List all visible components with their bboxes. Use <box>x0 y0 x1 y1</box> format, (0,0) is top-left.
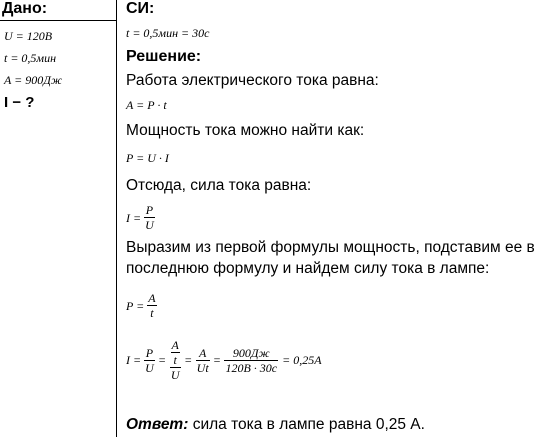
formula-power-work <box>126 291 157 320</box>
answer-text: сила тока в лампе равна 0,25 А. <box>192 416 425 433</box>
text-current-intro: Отсюда, сила тока равна: <box>126 177 312 194</box>
column-divider <box>116 0 117 437</box>
fraction-p-over-u <box>144 203 155 232</box>
formula-current-lhs: I = <box>126 210 142 225</box>
formula-final <box>126 338 322 382</box>
fraction-denominator: Ut <box>196 360 209 375</box>
fraction-denominator: U <box>145 218 154 232</box>
fraction-denominator: 120В · 30с <box>225 360 278 375</box>
si-title: СИ: <box>126 0 155 17</box>
fraction-numeric <box>224 346 278 375</box>
fraction-compound <box>170 338 181 382</box>
answer-label: Ответ: <box>126 416 189 433</box>
fraction-denominator: U <box>145 360 154 375</box>
given-work: A = 900Дж <box>4 73 63 87</box>
given-divider <box>0 20 116 21</box>
fraction-numerator <box>170 338 181 368</box>
fraction-a-over-ut <box>196 346 210 375</box>
fraction-a-over-t <box>147 291 156 320</box>
fraction-a-over-t <box>171 338 180 367</box>
fraction-numerator: 900Дж <box>224 346 278 361</box>
fraction-numerator: P <box>145 203 154 217</box>
formula-result: = 0,25А <box>282 353 322 367</box>
given-title: Дано: <box>2 0 48 17</box>
solution-title: Решение: <box>126 48 202 65</box>
formula-power-lhs: P = <box>126 298 145 313</box>
text-derive-line1: Выразим из первой формулы мощность, подставим ее в <box>126 239 535 256</box>
formula-current <box>126 203 155 232</box>
equals-sign: = <box>184 353 192 367</box>
formula-work: A = P · t <box>126 98 167 112</box>
answer-line <box>126 416 425 434</box>
fraction-numerator: A <box>148 291 156 305</box>
unknown-current: I − ? <box>4 94 35 111</box>
text-derive-line2: последнюю формулу и найдем силу тока в лампе: <box>126 260 490 277</box>
fraction-denominator: t <box>150 306 154 320</box>
fraction-numerator: A <box>196 346 210 361</box>
text-work-intro: Работа электрического тока равна: <box>126 72 379 89</box>
equals-sign: = <box>213 353 221 367</box>
fraction-numerator: A <box>171 338 179 352</box>
formula-final-lhs: I = <box>126 353 142 367</box>
given-column <box>0 0 116 437</box>
fraction-numerator: P <box>145 345 154 360</box>
text-power-intro: Мощность тока можно найти как: <box>126 122 365 139</box>
formula-power: P = U · I <box>126 151 169 165</box>
fraction-denominator: U <box>170 368 180 382</box>
given-time: t = 0,5мин <box>4 51 57 65</box>
equals-sign: = <box>158 353 166 367</box>
si-conversion: t = 0,5мин = 30с <box>126 26 210 40</box>
fraction-denominator: t <box>173 353 177 367</box>
fraction-p-over-u <box>144 346 155 375</box>
solution-column <box>120 0 548 437</box>
given-voltage: U = 120В <box>4 29 53 43</box>
